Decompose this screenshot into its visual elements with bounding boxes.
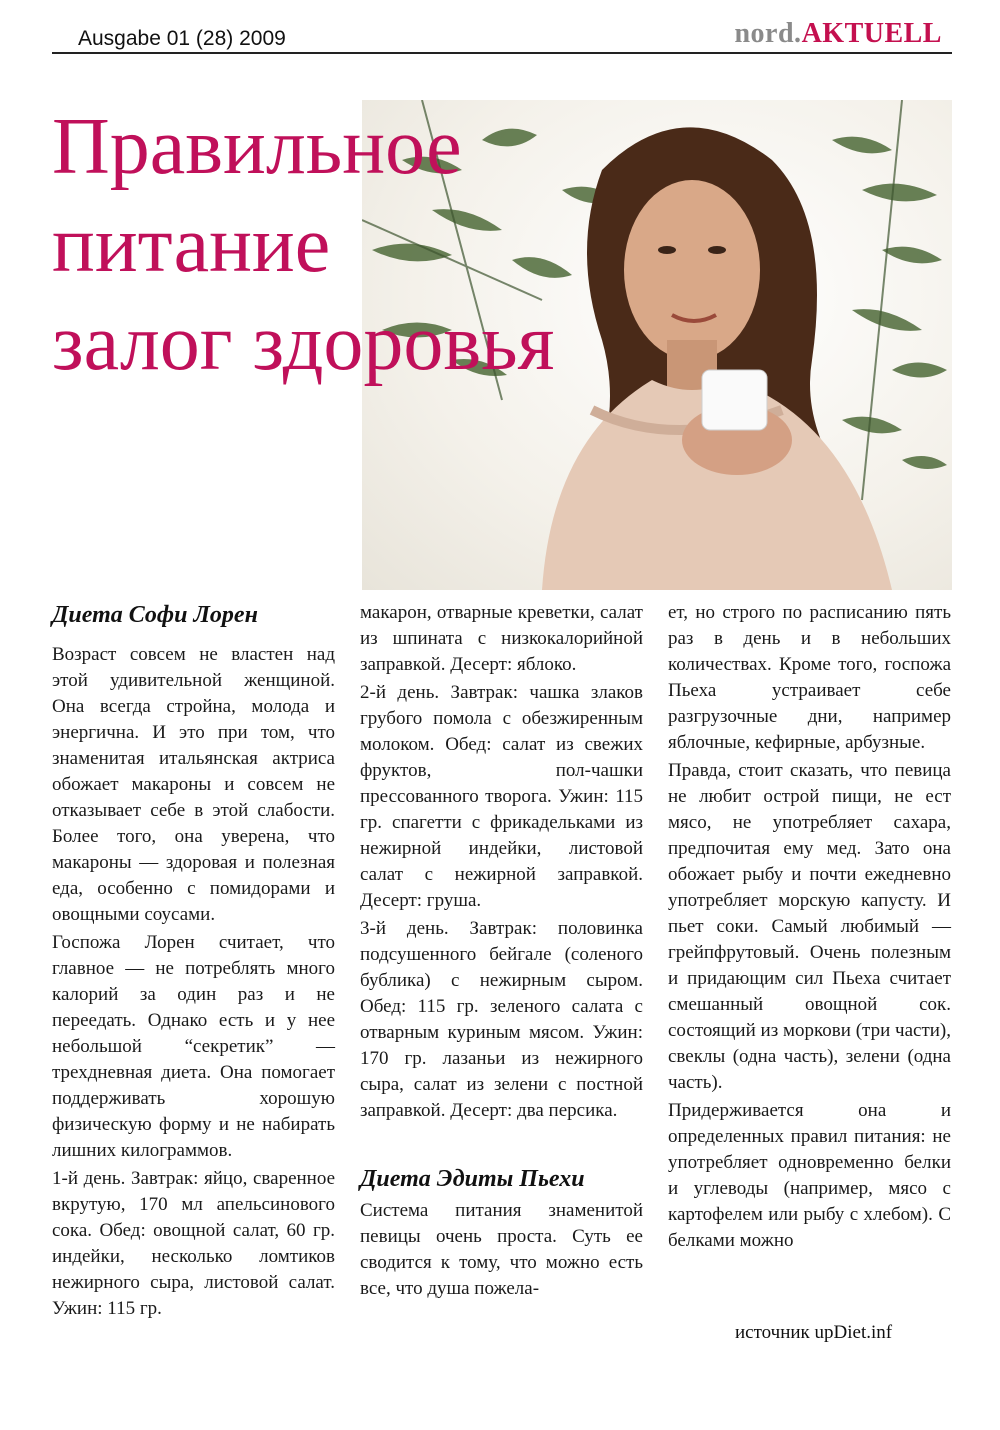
- paragraph: 2-й день. Завтрак: чашка злаков грубого помола с обезжиренным молоком. Обед: салат из свежих фруктов, пол-чашки прессованного творога. Ужин: 115 гр. спагетти с фрикадельками из нежирной индейки, листовой салат с нежирной заправкой. Десерт: груша.: [360, 682, 643, 911]
- paragraph: Придерживается она и определенных правил питания: не употребляет одновременно белки и углеводы (например, мясо с картофелем или рыбу с хлебом). С белками можно: [668, 1100, 951, 1251]
- paragraph: Правда, стоит сказать, что певица не любит острой пищи, не ест мясо, не употребляет сахара, предпочитая ему мед. Зато она обожает рыбу и почти ежедневно употребляет морскую капусту. И пьет соки. Самый любимый — грейпфрутовый. Очень полезным и придающим сил Пьеха считает смешанный овощной сок. состоящий из моркови (три части), свеклы (одна часть), зелени (одна часть).: [668, 760, 951, 1093]
- title-line-2: питание: [52, 201, 331, 289]
- title-line-1: Правильное: [52, 103, 462, 191]
- title-line-3: залог здоровья: [52, 299, 555, 387]
- header-divider: [52, 52, 952, 54]
- article-column-3: [668, 600, 951, 1256]
- article-column-1: [52, 600, 335, 1324]
- section-heading-loren: Диета Софи Лорен: [52, 602, 258, 628]
- paragraph: ет, но строго по расписанию пять раз в день и в небольших количествах. Кроме того, госпожа Пьеха устраивает себе разгрузочные дни, например яблочные, кефирные, арбузные.: [668, 602, 951, 753]
- section-heading-pieha: Диета Эдиты Пьехи: [360, 1166, 585, 1192]
- paragraph: Госпожа Лорен считает, что главное — не потреблять много калорий за один раз и не переедать. Однако есть и у нее небольшой “секретик” — трехдневная диета. Она помогает поддерживать хорошую физическую форму и не набирать лишних килограммов.: [52, 932, 335, 1161]
- paragraph: Возраст совсем не властен над этой удивительной женщиной. Она всегда стройна, молода и энергична. И это при том, что знаменитая итальянская актриса обожает макароны и совсем не отказывает себе в этой слабости. Более того, она уверена, что макароны — здоровая и полезная еда, особенно с помидорами и овощными соусами.: [52, 644, 335, 925]
- source-credit: источник upDiet.inf: [735, 1322, 893, 1343]
- paragraph: 3-й день. Завтрак: половинка подсушенного бейгале (соленого бублика) с нежирным сыром. Обед: 115 гр. зеленого салата с отварным куриным мясом. Ужин: 170 гр. лазаньи из нежирного сыра, салат из зелени с постной заправкой. Десерт: два персика.: [360, 918, 643, 1121]
- brand-logo: [734, 18, 942, 50]
- brand-prefix: nord.: [734, 18, 802, 49]
- paragraph: 1-й день. Завтрак: яйцо, сваренное вкрутую, 170 мл апельсинового сока. Обед: овощной салат, 60 гр. индейки, несколько ломтиков нежирного сыра, листовой салат. Ужин: 115 гр.: [52, 1168, 335, 1319]
- article-column-2: [360, 600, 643, 1304]
- issue-label: Ausgabe 01 (28) 2009: [78, 27, 286, 50]
- paragraph: макарон, отварные креветки, салат из шпината с низкокалорийной заправкой. Десерт: яблоко.: [360, 602, 643, 675]
- brand-main: AKTUELL: [801, 18, 942, 49]
- paragraph: Система питания знаменитой певицы очень проста. Суть ее сводится к тому, что можно есть все, что душа пожела-: [360, 1200, 643, 1299]
- page-title: [52, 98, 652, 392]
